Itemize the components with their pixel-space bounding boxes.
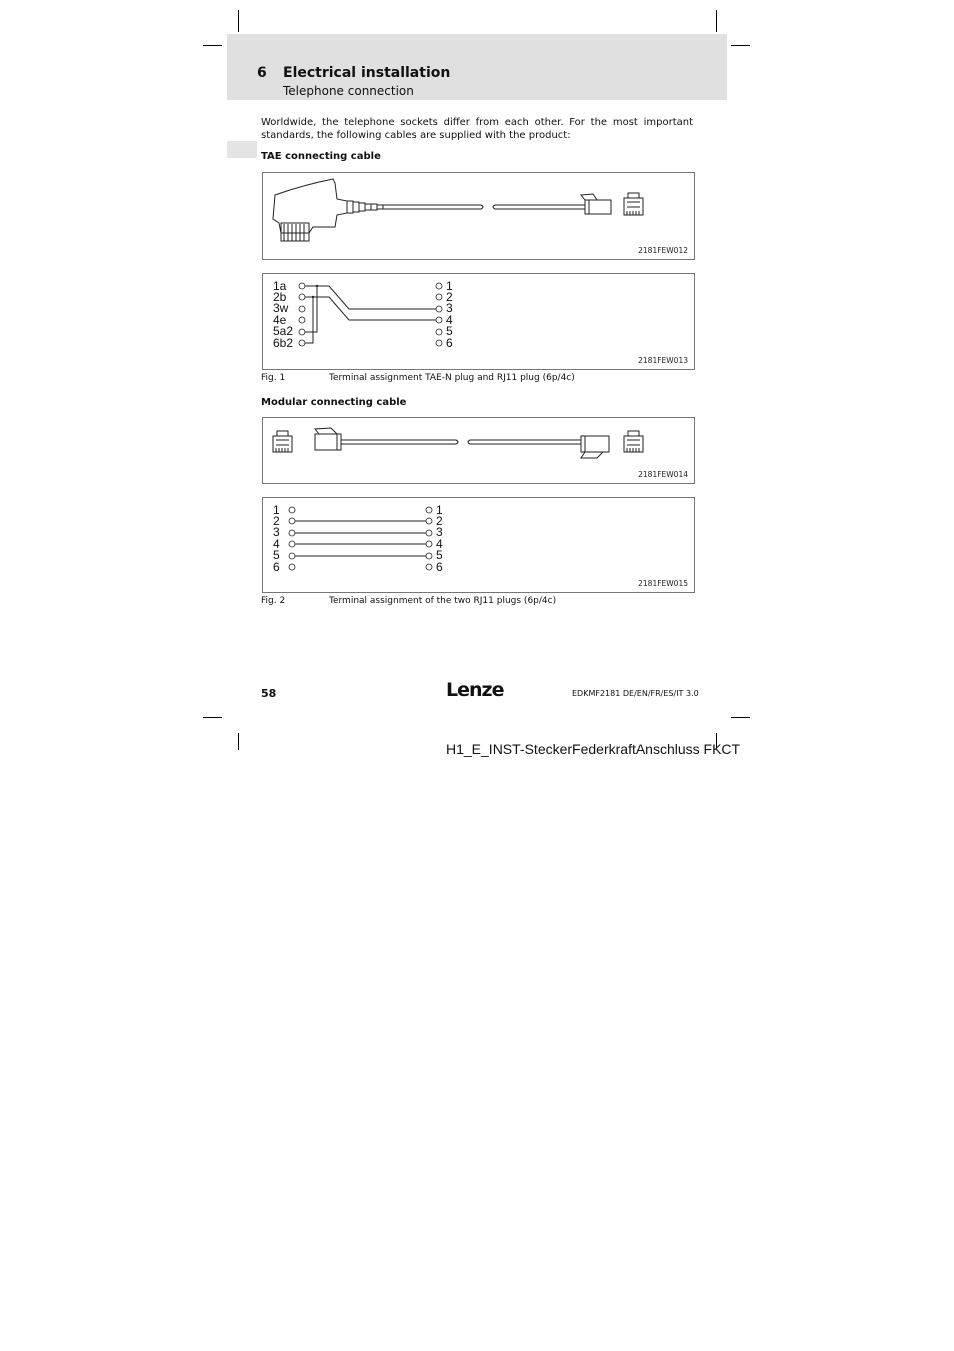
figure-caption-number: Fig. 1: [261, 373, 286, 383]
modular-wiring-diagram: [263, 498, 694, 592]
section-title-tae: TAE connecting cable: [261, 151, 381, 162]
chapter-subtitle: Telephone connection: [283, 84, 414, 98]
left-pin-label: 6: [273, 560, 280, 574]
figure-caption-number: Fig. 2: [261, 596, 286, 606]
right-pin-label: 1: [436, 503, 443, 517]
figure-id: 2181FEW013: [638, 356, 688, 365]
right-pin-label: 6: [446, 336, 453, 350]
left-pin-label: 6b2: [273, 336, 294, 350]
right-pin-label: 2: [436, 514, 443, 528]
figure-tae-cable: [262, 172, 695, 260]
left-pin-label: 1: [273, 503, 280, 517]
page-number: 58: [261, 687, 277, 700]
crop-mark: [731, 45, 750, 46]
tae-wiring-diagram: [263, 274, 694, 369]
left-pin-label: 3: [273, 525, 280, 539]
right-pin-label: 5: [446, 324, 453, 338]
right-pin-label: 4: [436, 537, 443, 551]
intro-paragraph: Worldwide, the telephone sockets differ from each other. For the most important standards, the following cables are supplied with the product:: [261, 117, 693, 141]
right-pin-label: 6: [436, 560, 443, 574]
figure-caption-text: Terminal assignment TAE-N plug and RJ11 plug (6p/4c): [329, 373, 575, 383]
tae-cable-drawing: [263, 173, 694, 259]
left-pin-label: 4: [273, 537, 280, 551]
crop-mark: [731, 717, 750, 718]
crop-mark: [716, 10, 717, 32]
right-pin-label: 1: [446, 279, 453, 293]
left-pin-label: 2b: [273, 290, 287, 304]
section-title-modular: Modular connecting cable: [261, 397, 407, 408]
lenze-logo: [446, 678, 506, 700]
footer-file-name: H1_E_INST-SteckerFederkraftAnschluss FKCT: [446, 741, 741, 757]
left-pin-label: 5: [273, 548, 280, 562]
figure-tae-wiring: [262, 273, 695, 370]
left-pin-label: 4e: [273, 313, 287, 327]
document-code: EDKMF2181 DE/EN/FR/ES/IT 3.0: [572, 689, 699, 698]
left-pin-label: 3w: [273, 301, 289, 315]
figure-id: 2181FEW015: [638, 579, 688, 588]
figure-modular-wiring: [262, 497, 695, 593]
left-pin-label: 1a: [273, 279, 287, 293]
figure-caption-text: Terminal assignment of the two RJ11 plugs (6p/4c): [329, 596, 557, 606]
right-pin-label: 5: [436, 548, 443, 562]
chapter-number: 6: [257, 65, 267, 81]
right-pin-label: 3: [446, 301, 453, 315]
right-pin-label: 4: [446, 313, 453, 327]
right-pin-label: 2: [446, 290, 453, 304]
crop-mark: [203, 45, 222, 46]
crop-mark: [238, 10, 239, 32]
crop-mark: [238, 733, 239, 750]
left-pin-label: 2: [273, 514, 280, 528]
right-pin-label: 3: [436, 525, 443, 539]
left-pin-label: 5a2: [273, 324, 294, 338]
figure-modular-cable: [262, 417, 695, 484]
chapter-tab-marker: [227, 141, 257, 158]
modular-cable-drawing: [263, 418, 694, 483]
chapter-title: Electrical installation: [283, 65, 451, 81]
crop-mark: [203, 717, 222, 718]
logo-text: Lenze: [446, 679, 504, 700]
figure-id: 2181FEW014: [638, 470, 688, 479]
figure-id: 2181FEW012: [638, 246, 688, 255]
